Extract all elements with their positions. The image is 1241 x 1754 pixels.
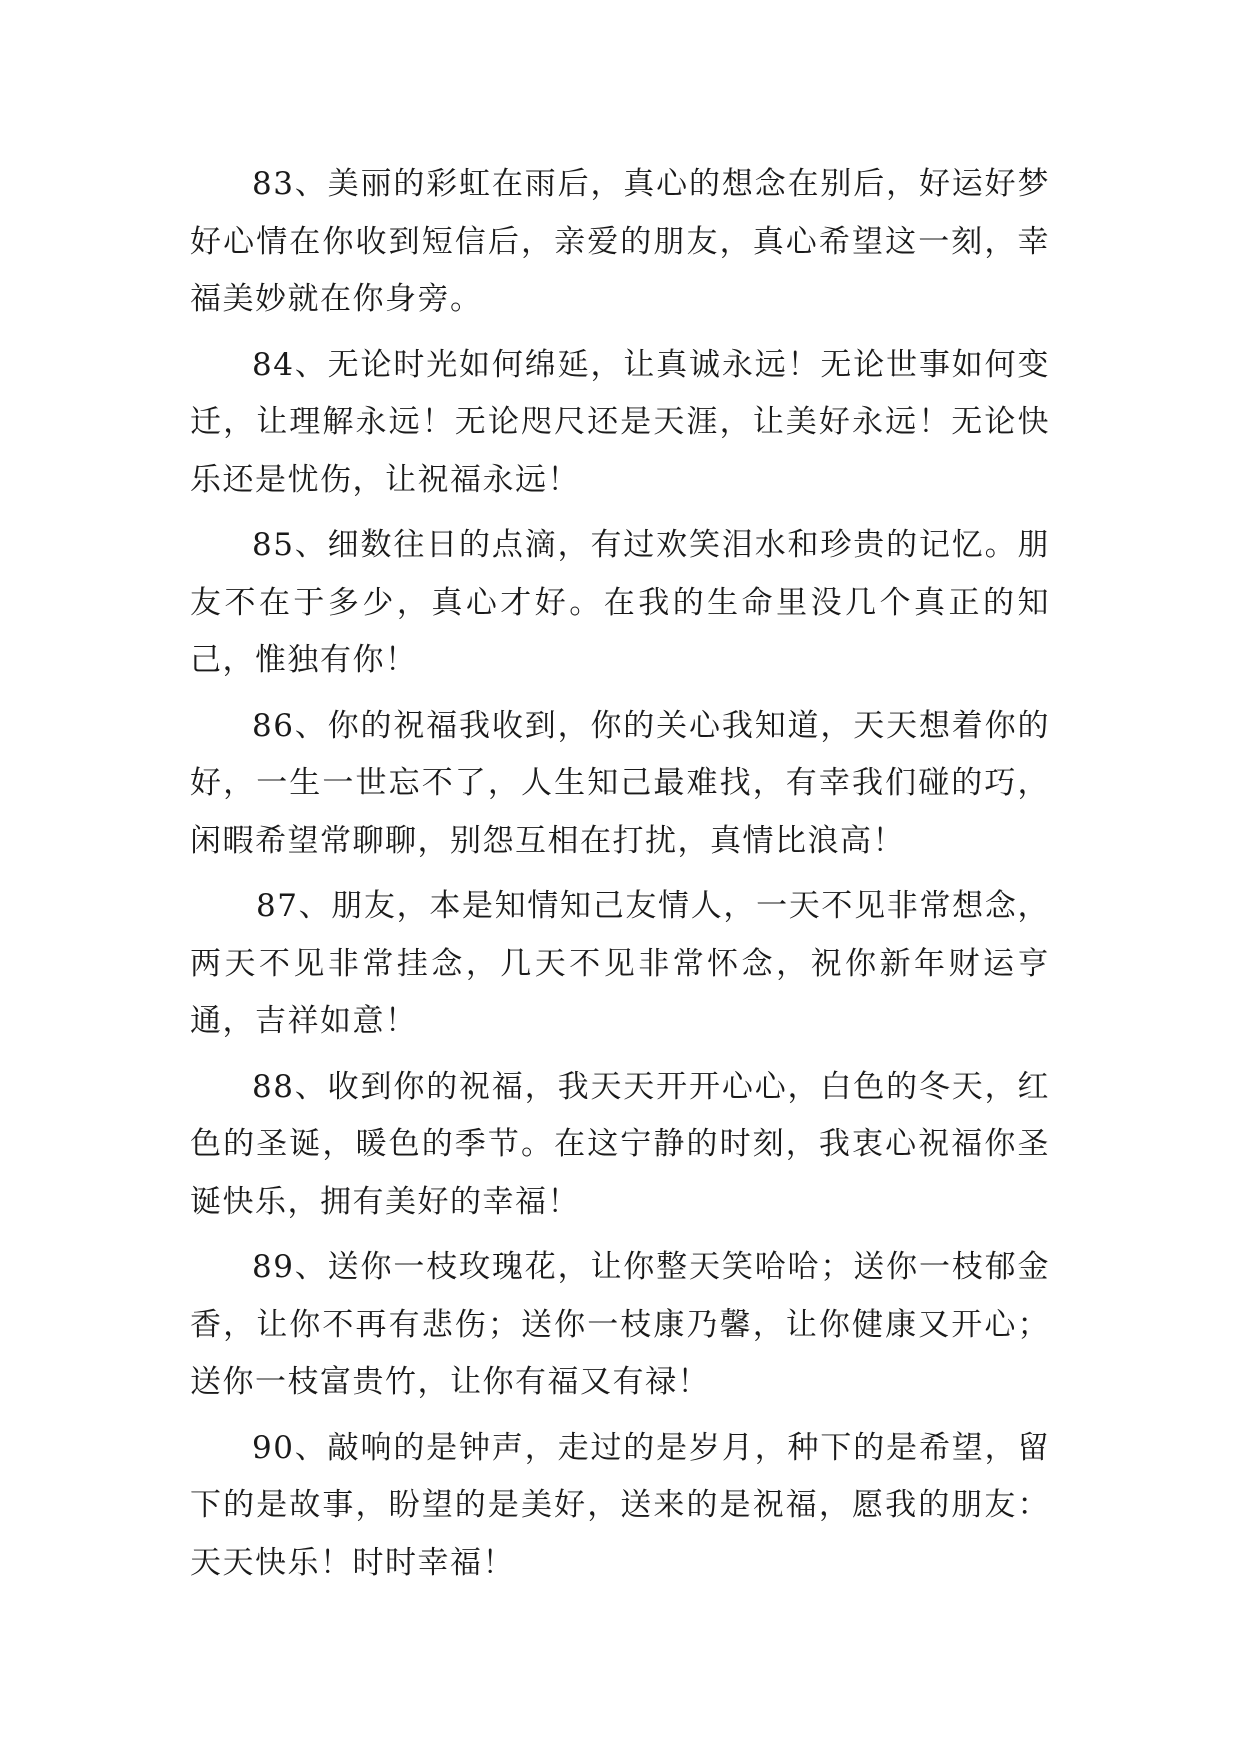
paragraph-83: 83、美丽的彩虹在雨后，真心的想念在别后，好运好梦好心情在你收到短信后，亲爱的朋友，真心希望这一刻，幸福美妙就在你身旁。 (190, 166, 1050, 317)
paragraph-84: 84、无论时光如何绵延，让真诚永远！无论世事如何变迁，让理解永远！无论咫尺还是天涯，让美好永远！无论快乐还是忧伤，让祝福永远！ (190, 346, 1050, 498)
paragraph-86: 86、你的祝福我收到，你的关心我知道，天天想着你的好，一生一世忘不了，人生知己最难找，有幸我们碰的巧，闲暇希望常聊聊，别怨互相在打扰，真情比浪高！ (190, 707, 1050, 859)
document-body (190, 156, 1050, 1600)
paragraph-85: 85、细数往日的点滴，有过欢笑泪水和珍贵的记忆。朋友不在于多少，真心才好。在我的生命里没几个真正的知己，惟独有你！ (190, 527, 1050, 678)
paragraph-89: 89、送你一枝玫瑰花，让你整天笑哈哈；送你一枝郁金香，让你不再有悲伤；送你一枝康乃馨，让你健康又开心；送你一枝富贵竹，让你有福又有禄！ (190, 1249, 1050, 1400)
paragraph-87: 87、朋友，本是知情知己友情人，一天不见非常想念，两天不见非常挂念，几天不见非常怀念，祝你新年财运亨通，吉祥如意！ (190, 888, 1050, 1039)
paragraph-88: 88、收到你的祝福，我天天开开心心，白色的冬天，红色的圣诞，暖色的季节。在这宁静的时刻，我衷心祝福你圣诞快乐，拥有美好的幸福！ (190, 1068, 1050, 1220)
paragraph-90: 90、敲响的是钟声，走过的是岁月，种下的是希望，留下的是故事，盼望的是美好，送来的是祝福，愿我的朋友：天天快乐！时时幸福！ (190, 1429, 1050, 1581)
